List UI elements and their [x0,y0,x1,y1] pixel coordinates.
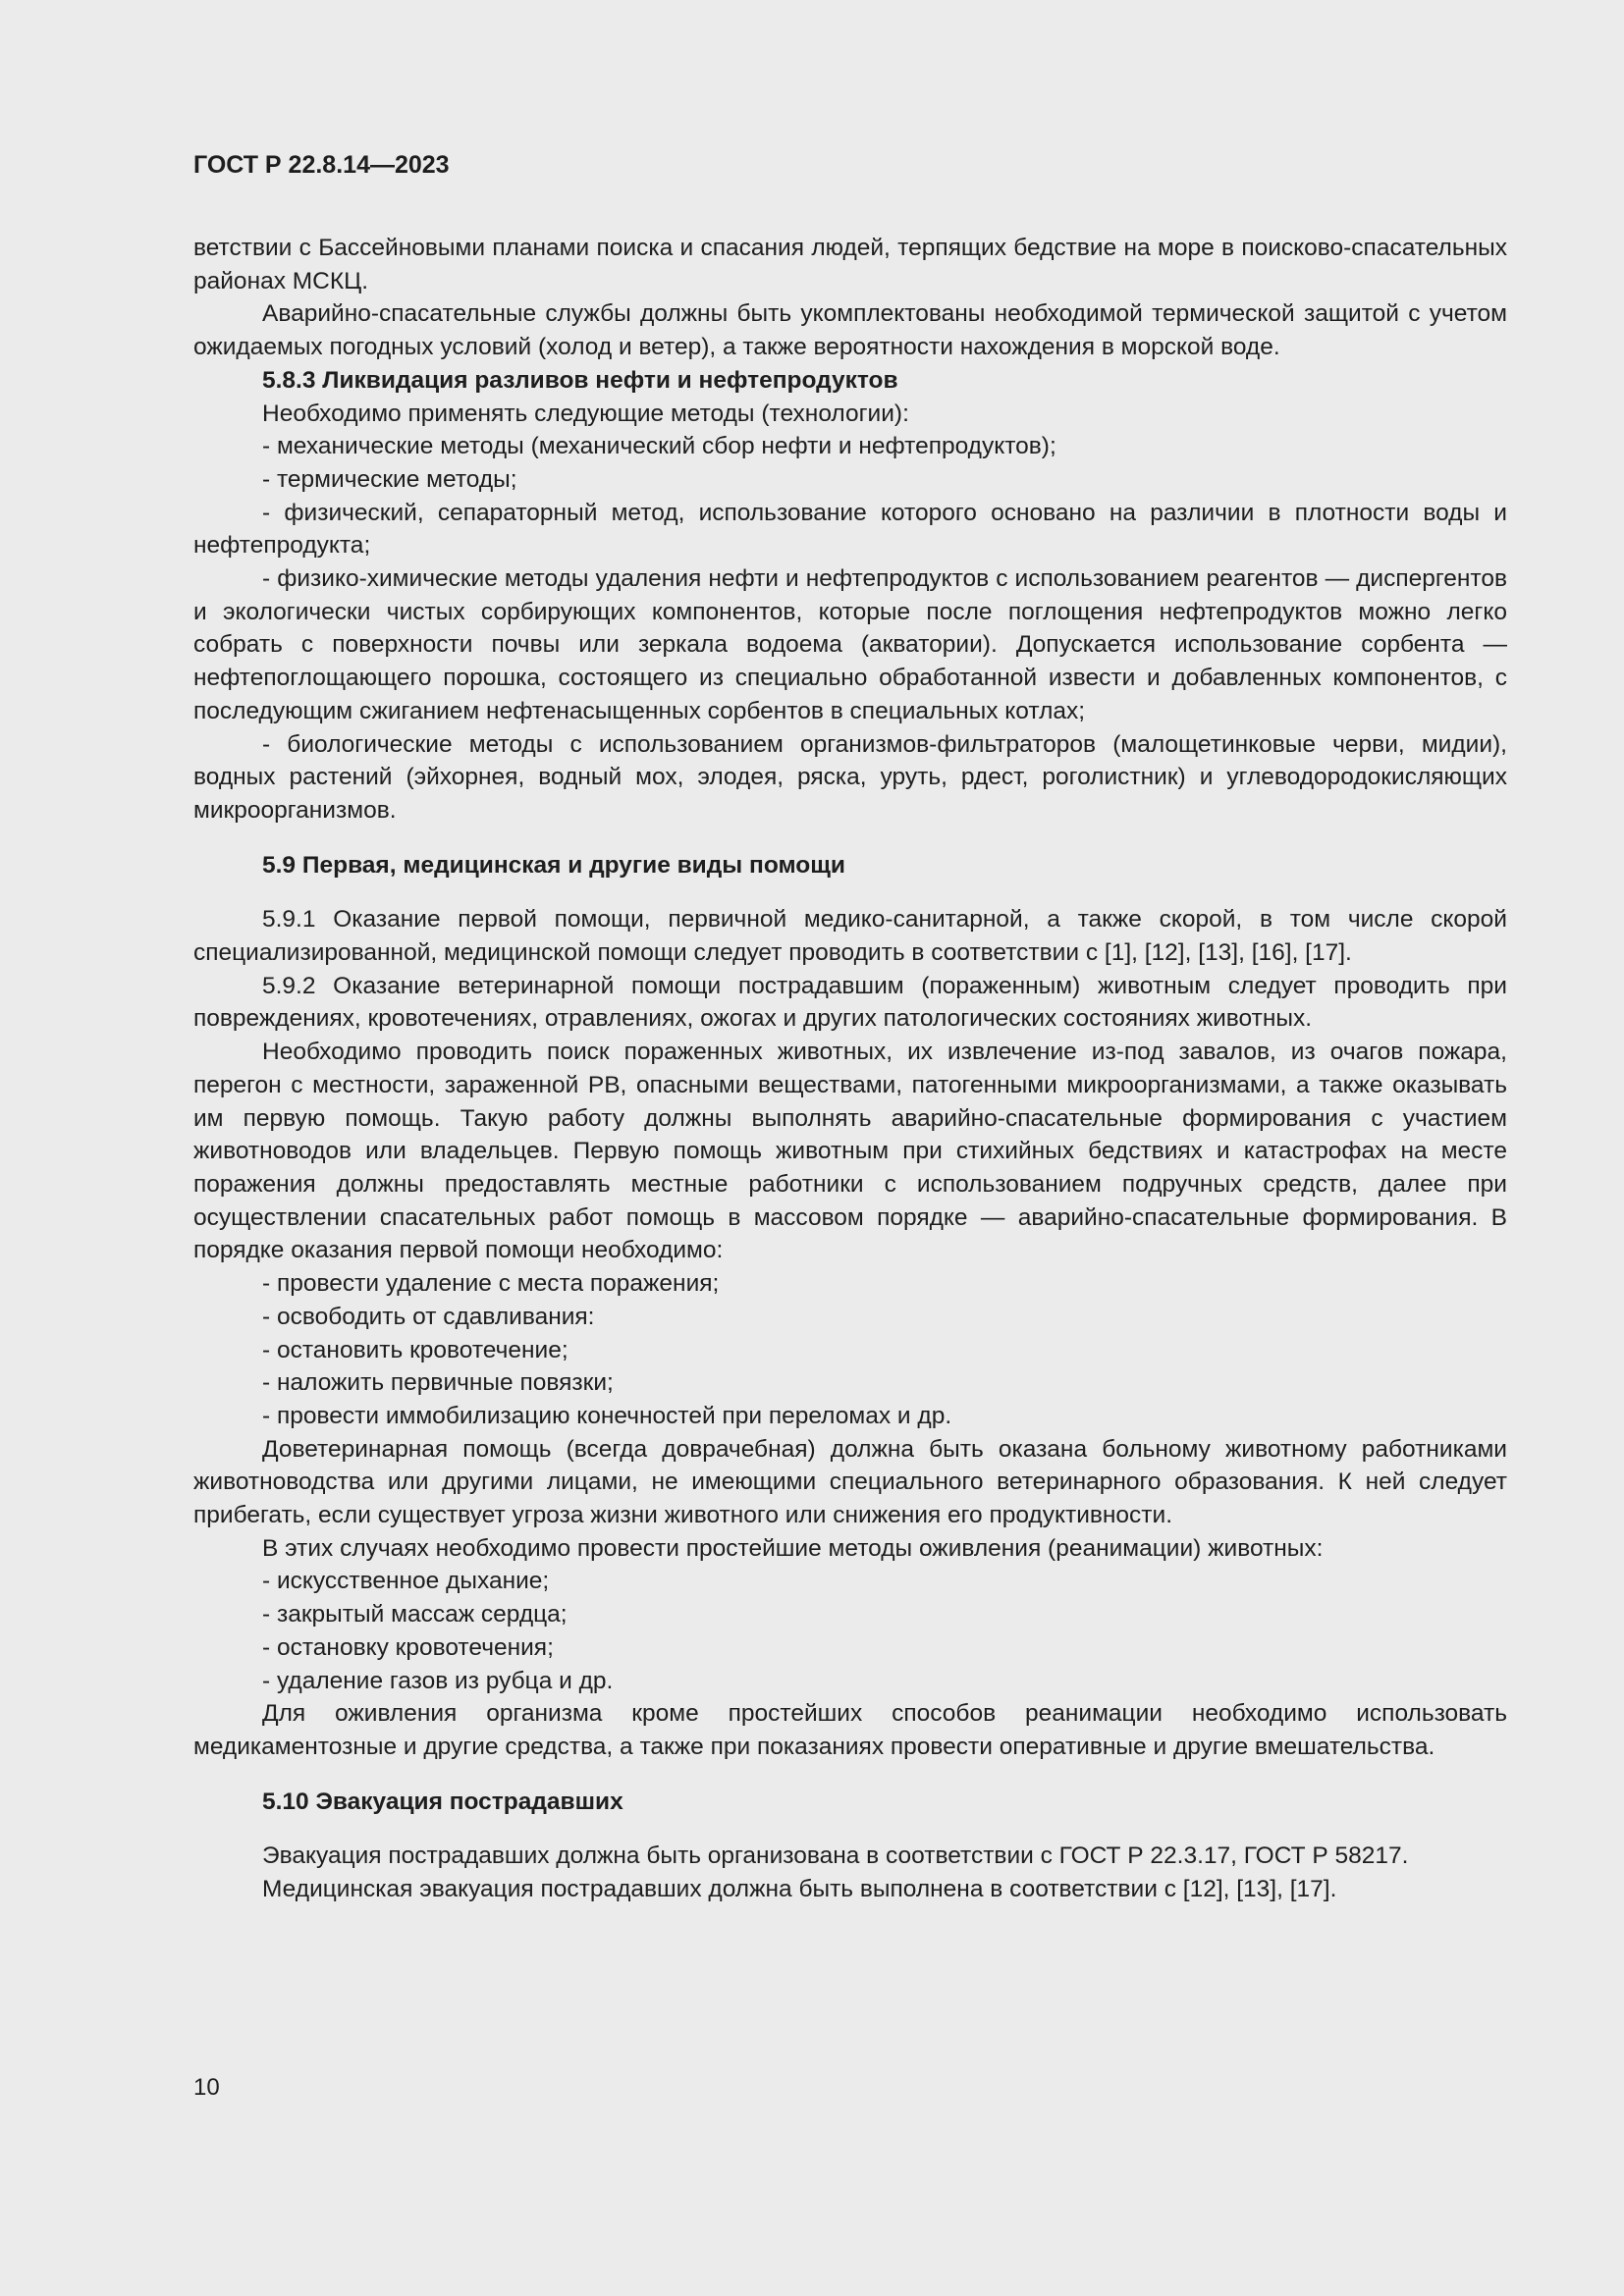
paragraph-evacuation: Эвакуация пострадавших должна быть организована в соответствии с ГОСТ Р 22.3.17, ГОСТ Р 58217. [262,1842,1409,1870]
document-body [193,232,1507,1906]
list-item-biological: - биологические методы с использованием организмов-фильтраторов (малощетинковые черви, мидии), водных растений (эйхорнея, водный мох, элодея, ряска, уруть, рдест, роголистник) и углеводородокисляющих микроорганизмов. [193,730,1507,824]
paragraph-methods-intro: Необходимо применять следующие методы (технологии): [262,400,909,427]
list-item-reanimation-3: - остановку кровотечения; [262,1633,554,1661]
paragraph-thermal-protection: Аварийно-спасательные службы должны быть укомплектованы необходимой термической защитой с учетом ожидаемых погодных условий (холод и ветер), а также вероятности нахождения в морской воде. [193,300,1507,361]
paragraph-reanimation-intro: В этих случаях необходимо провести простейшие методы оживления (реанимации) животных: [262,1534,1324,1562]
list-item-physical: - физический, сепараторный метод, использование которого основано на различии в плотности воды и нефтепродукта; [193,499,1507,560]
page-number: 10 [193,2074,220,2101]
paragraph-medical-evacuation: Медицинская эвакуация пострадавших должна быть выполнена в соответствии с [12], [13], [17]. [262,1876,1337,1903]
list-item-physicochemical: - физико-химические методы удаления нефти и нефтепродуктов с использованием реагентов — диспергентов и экологически чистых сорбирующих компонентов, которые после поглощения нефтепродуктов можно легко собрать с поверхности почвы или зеркала водоема (акватории). Допускается использование сорбента — нефтепоглощающего порошка, состоящего из специально обработанной извести и добавленных компонентов, с последующим сжиганием нефтенасыщенных сорбентов в специальных котлах; [193,565,1507,724]
list-item-thermal: - термические методы; [262,465,517,493]
list-item-first-aid-4: - наложить первичные повязки; [262,1369,614,1397]
paragraph-continuation: ветствии с Бассейновыми планами поиска и спасания людей, терпящих бедствие на море в поисково-спасательных районах МСКЦ. [193,235,1507,294]
paragraph-medication: Для оживления организма кроме простейших способов реанимации необходимо использовать медикаментозные и другие средства, а также при показаниях провести оперативные и другие вмешательства. [193,1700,1507,1760]
section-heading-5-10: 5.10 Эвакуация пострадавших [262,1788,623,1815]
document-page [193,147,1507,1906]
list-item-reanimation-2: - закрытый массаж сердца; [262,1601,568,1629]
list-item-first-aid-3: - остановить кровотечение; [262,1336,568,1363]
paragraph-pre-veterinary: Доветеринарная помощь (всегда доврачебная) должна быть оказана больному животному работниками животноводства или другими лицами, не имеющими специального ветеринарного образования. К ней следует прибегать, если существует угроза жизни животного или снижения его продуктивности. [193,1435,1507,1529]
list-item-first-aid-5: - провести иммобилизацию конечностей при переломах и др. [262,1402,952,1429]
list-item-first-aid-1: - провести удаление с места поражения; [262,1270,720,1298]
list-item-first-aid-2: - освободить от сдавливания: [262,1303,595,1330]
paragraph-animal-search: Необходимо проводить поиск пораженных животных, их извлечение из-под завалов, из очагов пожара, перегон с местности, зараженной РВ, опасными веществами, патогенными микроорганизмами, а также оказывать им первую помощь. Такую работу должны выполнять аварийно-спасательные формирования с участием животноводов или владельцев. Первую помощь животным при стихийных бедствиях и катастрофах на месте поражения должны предоставлять местные работники с использованием подручных средств, далее при осуществлении спасательных работ помощь в массовом порядке — аварийно-спасательные формирования. В порядке оказания первой помощи необходимо: [193,1039,1507,1264]
paragraph-5-9-2: 5.9.2 Оказание ветеринарной помощи пострадавшим (пораженным) животным следует проводить при повреждениях, кровотечениях, отравлениях, ожогах и других патологических состояниях животных. [193,972,1507,1033]
list-item-reanimation-4: - удаление газов из рубца и др. [262,1667,614,1694]
list-item-mechanical: - механические методы (механический сбор нефти и нефтепродуктов); [262,433,1056,460]
list-item-reanimation-1: - искусственное дыхание; [262,1568,550,1595]
paragraph-5-9-1: 5.9.1 Оказание первой помощи, первичной медико-санитарной, а также скорой, в том числе скорой специализированной, медицинской помощи следует проводить в соответствии с [1], [12], [13], [16], [17]. [193,906,1507,967]
document-code-header: ГОСТ Р 22.8.14—2023 [193,151,450,179]
section-heading-5-9: 5.9 Первая, медицинская и другие виды помощи [262,851,845,879]
subsection-heading-5-8-3: 5.8.3 Ликвидация разливов нефти и нефтепродуктов [262,366,898,394]
